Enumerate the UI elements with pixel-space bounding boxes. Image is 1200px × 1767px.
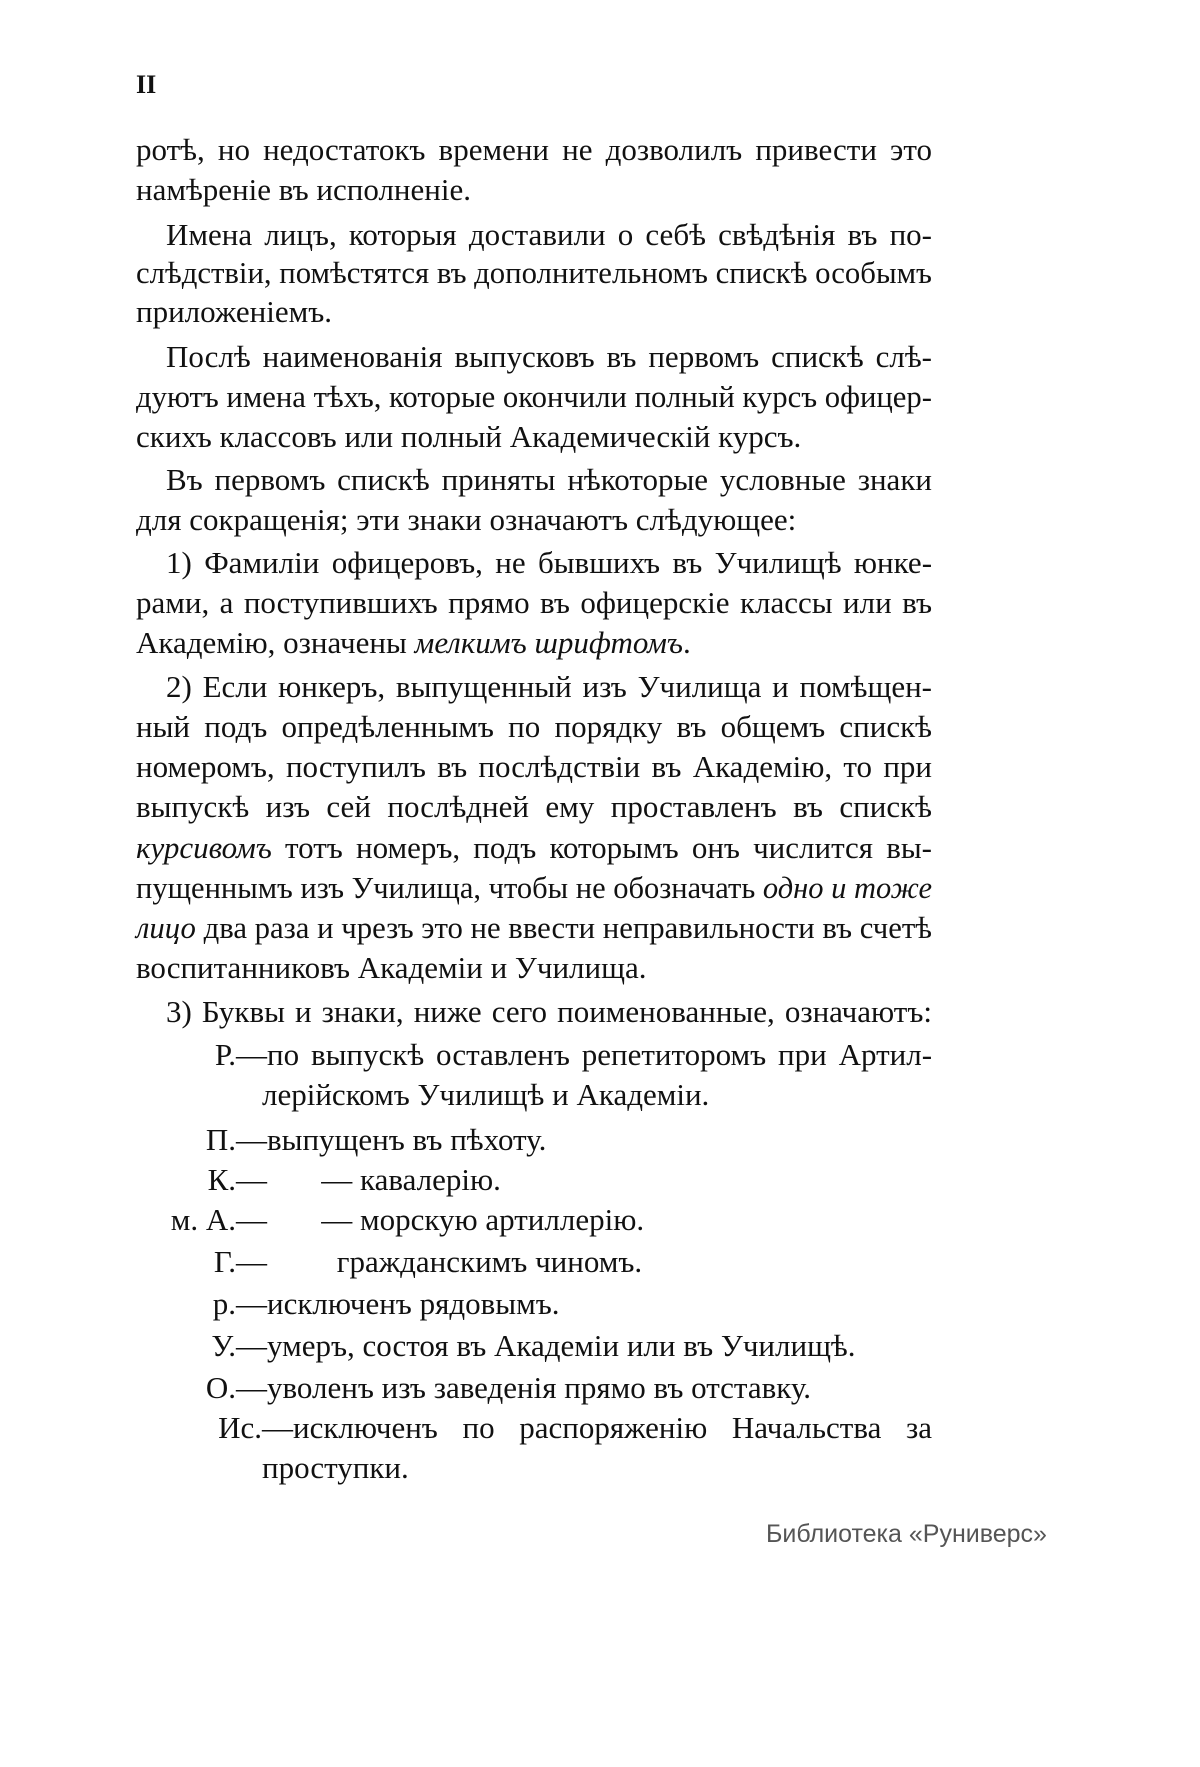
- legend-key: м. А.: [170, 1202, 236, 1237]
- line-text: .: [683, 625, 691, 660]
- legend-entry: [236, 1284, 559, 1324]
- legend-key-cell: [140, 1284, 236, 1324]
- line-text: слѣдствіи, помѣстятся въ дополнительномъ спискѣ особымъ: [136, 255, 932, 290]
- legend-text: — — кавалерію.: [236, 1162, 501, 1197]
- text-line: [136, 623, 691, 663]
- legend-entry: [236, 1160, 501, 1200]
- text-line: [136, 908, 932, 948]
- italic-text: курсивомъ: [136, 830, 272, 865]
- legend-key: У.: [211, 1328, 236, 1363]
- line-text: для сокращенія; эти знаки означаютъ слѣдующее:: [136, 502, 797, 537]
- text-line: [136, 292, 332, 332]
- text-line: [136, 868, 932, 908]
- text-line: [136, 948, 646, 988]
- legend-text: проступки.: [262, 1450, 409, 1485]
- text-line: [136, 707, 932, 747]
- line-text: воспитанниковъ Академіи и Училища.: [136, 950, 647, 985]
- legend-key: Р.: [214, 1037, 236, 1072]
- legend-entry: [236, 1200, 644, 1240]
- text-line: [166, 667, 932, 707]
- legend-key-cell: [140, 1326, 236, 1366]
- text-line: [166, 215, 932, 255]
- text-line: [166, 460, 932, 500]
- text-line: [136, 170, 471, 210]
- line-text: намѣреніе въ исполненіе.: [136, 172, 471, 207]
- italic-text: лицо: [136, 910, 196, 945]
- legend-key-cell: [140, 1408, 262, 1448]
- legend-continuation: [262, 1075, 709, 1115]
- legend-key: Ис.: [218, 1410, 262, 1445]
- legend-key: р.: [212, 1286, 236, 1321]
- legend-key: К.: [207, 1162, 236, 1197]
- text-line: [166, 337, 932, 377]
- text-line: [136, 583, 932, 623]
- text-line: [166, 543, 932, 583]
- legend-key-cell: [140, 1200, 236, 1240]
- line-text: выпускѣ изъ сей послѣдней ему проставленъ въ спискѣ: [136, 789, 932, 824]
- line-text: ротѣ, но недостатокъ времени не дозволилъ привести это: [136, 132, 932, 167]
- legend-entry: [262, 1408, 932, 1448]
- line-text: скихъ классовъ или полный Академическій курсъ.: [136, 419, 802, 454]
- line-text: Академію, означены: [136, 625, 415, 660]
- text-line: [136, 417, 801, 457]
- legend-text: —исключенъ по распоряженію Начальства за: [262, 1410, 932, 1445]
- legend-entry: [236, 1035, 932, 1075]
- text-line: [136, 253, 932, 293]
- legend-continuation: [262, 1448, 409, 1488]
- legend-key-cell: [140, 1368, 236, 1408]
- line-text: рами, а поступившихъ прямо въ офицерскіе классы или въ: [136, 585, 932, 620]
- legend-key: П.: [205, 1122, 236, 1157]
- italic-text: мелкимъ шрифтомъ: [414, 625, 684, 660]
- line-text: два раза и чрезъ это не ввести неправильности въ счетѣ: [195, 910, 932, 945]
- legend-entry: [236, 1242, 642, 1282]
- line-text: ный подъ опредѣленнымъ по порядку въ общемъ спискѣ: [136, 709, 932, 744]
- legend-key: Г.: [213, 1244, 236, 1279]
- text-line: [136, 500, 796, 540]
- text-line: [136, 130, 932, 170]
- legend-text: —уволенъ изъ заведенія прямо въ отставку.: [236, 1370, 811, 1405]
- line-text: номеромъ, поступилъ въ послѣдствіи въ Академію, то при: [136, 749, 933, 784]
- legend-entry: [236, 1326, 856, 1366]
- line-text: 1) Фамиліи офицеровъ, не бывшихъ въ Училищѣ юнке-: [166, 545, 933, 580]
- legend-text: —по выпускѣ оставленъ репетиторомъ при Артил-: [236, 1037, 933, 1072]
- legend-entry: [236, 1120, 546, 1160]
- line-text: приложеніемъ.: [136, 294, 333, 329]
- text-line: [136, 377, 932, 417]
- legend-entry: [236, 1368, 811, 1408]
- legend-key-cell: [140, 1160, 236, 1200]
- legend-key: О.: [205, 1370, 236, 1405]
- legend-text: —умеръ, состоя въ Академіи или въ Училищѣ.: [236, 1328, 856, 1363]
- italic-text: одно и тоже: [762, 870, 933, 905]
- text-line: [136, 747, 932, 787]
- legend-text: лерійскомъ Училищѣ и Академіи.: [262, 1077, 710, 1112]
- line-text: дуютъ имена тѣхъ, которые окончили полный курсъ офицер-: [136, 379, 932, 414]
- legend-text: —выпущенъ въ пѣхоту.: [236, 1122, 547, 1157]
- text-line: [166, 992, 932, 1032]
- line-text: 2) Если юнкеръ, выпущенный изъ Училища и помѣщен-: [166, 669, 932, 704]
- line-text: Послѣ наименованія выпусковъ въ первомъ спискѣ слѣ-: [166, 339, 932, 374]
- library-watermark: Библиотека «Руниверс»: [766, 1520, 1047, 1548]
- line-text: Въ первомъ спискѣ приняты нѣкоторые условные знаки: [166, 462, 932, 497]
- line-text: 3) Буквы и знаки, ниже сего поименованные, означаютъ:: [166, 994, 932, 1029]
- text-line: [136, 787, 932, 827]
- legend-key-cell: [140, 1242, 236, 1282]
- line-text: Имена лицъ, которыя доставили о себѣ свѣдѣнія въ по-: [166, 217, 933, 252]
- legend-text: —исключенъ рядовымъ.: [236, 1286, 560, 1321]
- text-line: [136, 828, 932, 868]
- line-text: тотъ номеръ, подъ которымъ онъ числится вы-: [271, 830, 932, 865]
- legend-key-cell: [140, 1035, 236, 1075]
- legend-text: — гражданскимъ чиномъ.: [236, 1244, 643, 1279]
- line-text: пущеннымъ изъ Училища, чтобы не обозначать: [136, 870, 763, 905]
- page-number: II: [136, 70, 157, 99]
- legend-text: — — морскую артиллерію.: [236, 1202, 645, 1237]
- legend-key-cell: [140, 1120, 236, 1160]
